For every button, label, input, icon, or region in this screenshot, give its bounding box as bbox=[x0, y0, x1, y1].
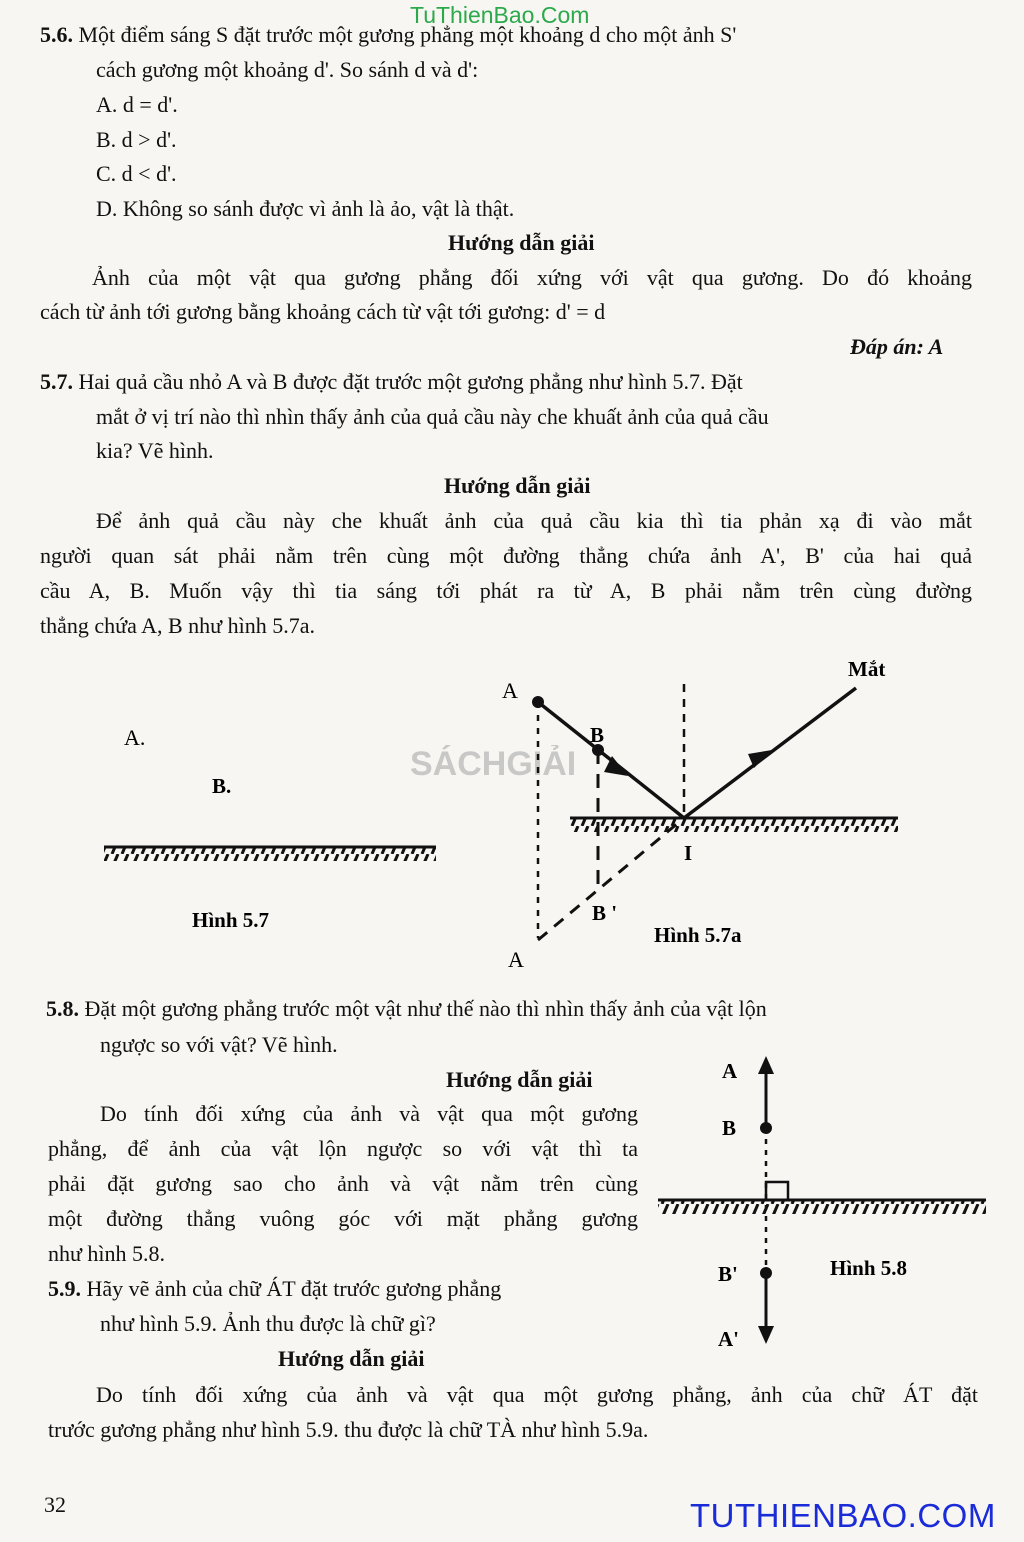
q59-line2: như hình 5.9. Ảnh thu được là chữ gì? bbox=[100, 1311, 436, 1336]
q57-solution-line1: Để ảnh quả cầu này che khuất ảnh của quả cầu kia thì tia phản xạ đi vào mắt bbox=[96, 508, 972, 533]
fig58-label-a-image: A' bbox=[718, 1327, 739, 1351]
q56-solution-line2: cách từ ảnh tới gương bằng khoảng cách từ vật tới gương: d' = d bbox=[40, 299, 606, 324]
fig57a-label-b-image: B ' bbox=[592, 901, 618, 925]
q59-number: 5.9. bbox=[48, 1276, 81, 1301]
q56-option-b: B. d > d'. bbox=[96, 127, 177, 152]
q57-text-line1: Hai quả cầu nhỏ A và B được đặt trước một gương phẳng như hình 5.7. Đặt bbox=[78, 369, 743, 394]
fig58-image-arrowhead bbox=[758, 1326, 774, 1344]
q56-number: 5.6. bbox=[40, 22, 73, 47]
q56-answer: Đáp án: A bbox=[850, 334, 944, 359]
q59-solution-line2: trước gương phẳng như hình 5.9. thu được là chữ TÀ như hình 5.9a. bbox=[48, 1417, 649, 1442]
fig57a-mirror-hatch bbox=[570, 818, 898, 832]
q58-number: 5.8. bbox=[46, 996, 79, 1021]
fig57a-reflected-ray bbox=[684, 688, 856, 818]
q56-text-line1: Một điểm sáng S đặt trước một gương phẳng một khoảng d cho một ảnh S' bbox=[78, 22, 737, 47]
fig57a-label-a-image: A bbox=[508, 947, 524, 972]
figure-5-8 bbox=[658, 1056, 986, 1351]
q57-guide-title: Hướng dẫn giải bbox=[444, 473, 591, 498]
figure-5-7 bbox=[104, 725, 436, 932]
q57-line2: mắt ở vị trí nào thì nhìn thấy ảnh của quả cầu này che khuất ảnh của quả cầu bbox=[96, 404, 769, 429]
fig57-caption: Hình 5.7 bbox=[192, 908, 270, 932]
q58-solution-line1: Do tính đối xứng của ảnh và vật qua một gương bbox=[100, 1101, 638, 1126]
q59-text-line1: Hãy vẽ ảnh của chữ ÁT đặt trước gương phẳng bbox=[86, 1276, 502, 1301]
q58-solution-line2: phẳng, để ảnh của vật lộn ngược so với vật thì ta bbox=[48, 1136, 638, 1161]
q56-option-c: C. d < d'. bbox=[96, 161, 177, 186]
q56-option-a: A. d = d'. bbox=[96, 92, 178, 117]
fig58-label-a: A bbox=[722, 1059, 738, 1083]
q58-solution-line4: một đường thẳng vuông góc với mặt phẳng gương bbox=[48, 1206, 638, 1231]
q59-guide-title: Hướng dẫn giải bbox=[278, 1346, 425, 1371]
fig57a-label-b: B bbox=[590, 723, 605, 747]
fig57a-point-a bbox=[532, 696, 544, 708]
watermark-bottom: TUTHIENBAO.COM bbox=[690, 1497, 996, 1534]
fig57a-label-eye: Mắt bbox=[848, 657, 886, 681]
q56-guide-title: Hướng dẫn giải bbox=[448, 230, 595, 255]
fig58-right-angle bbox=[766, 1182, 788, 1200]
fig57-label-b: B. bbox=[212, 774, 232, 798]
fig57-mirror-hatch bbox=[104, 847, 436, 861]
q58-text-line1: Đặt một gương phẳng trước một vật như thế nào thì nhìn thấy ảnh của vật lộn bbox=[84, 996, 767, 1021]
q56-option-d: D. Không so sánh được vì ảnh là ảo, vật là thật. bbox=[96, 196, 515, 221]
q57-solution-line2: người quan sát phải nằm trên cùng một đường thẳng chứa ảnh A', B' của hai quả bbox=[40, 543, 972, 568]
watermark-top: TuThienBao.Com bbox=[410, 2, 590, 28]
fig58-mirror-hatch bbox=[658, 1200, 986, 1214]
figure-5-7a bbox=[410, 657, 898, 972]
fig57a-label-i: I bbox=[684, 841, 693, 865]
q57-number: 5.7. bbox=[40, 369, 73, 394]
q59-solution-line1: Do tính đối xứng của ảnh và vật qua một gương phẳng, ảnh của chữ ÁT đặt bbox=[96, 1382, 978, 1407]
fig58-label-b: B bbox=[722, 1116, 737, 1140]
q58-line1 bbox=[46, 994, 767, 1024]
q57-line3: kia? Vẽ hình. bbox=[96, 438, 214, 463]
q57-solution-line3: cầu A, B. Muốn vậy thì tia sáng tới phát ra từ A, B phải nằm trên cùng đường bbox=[40, 578, 972, 603]
q56-solution-line1: Ảnh của một vật qua gương phẳng đối xứng với vật qua gương. Do đó khoảng bbox=[92, 265, 972, 290]
fig57a-label-a: A bbox=[502, 678, 518, 703]
fig58-point-b-image bbox=[760, 1267, 772, 1279]
page-number: 32 bbox=[44, 1492, 66, 1517]
q57-solution-line4: thẳng chứa A, B như hình 5.7a. bbox=[40, 613, 315, 638]
q58-solution-line5: như hình 5.8. bbox=[48, 1241, 166, 1266]
fig58-object-arrowhead bbox=[758, 1056, 774, 1074]
q58-solution-line3: phải đặt gương sao cho ảnh và vật nằm trên cùng bbox=[48, 1171, 638, 1196]
q58-guide-title: Hướng dẫn giải bbox=[446, 1067, 593, 1092]
fig58-caption: Hình 5.8 bbox=[830, 1256, 908, 1280]
q58-line2: ngược so với vật? Vẽ hình. bbox=[100, 1032, 338, 1057]
fig57a-caption: Hình 5.7a bbox=[654, 923, 742, 947]
q59-line1 bbox=[48, 1274, 501, 1304]
fig57a-watermark: SÁCHGIẢI bbox=[410, 745, 577, 783]
fig58-point-b bbox=[760, 1122, 772, 1134]
fig57-label-a: A. bbox=[124, 725, 146, 750]
q56-line2: cách gương một khoảng d'. So sánh d và d': bbox=[96, 57, 479, 82]
fig58-label-b-image: B' bbox=[718, 1262, 738, 1286]
